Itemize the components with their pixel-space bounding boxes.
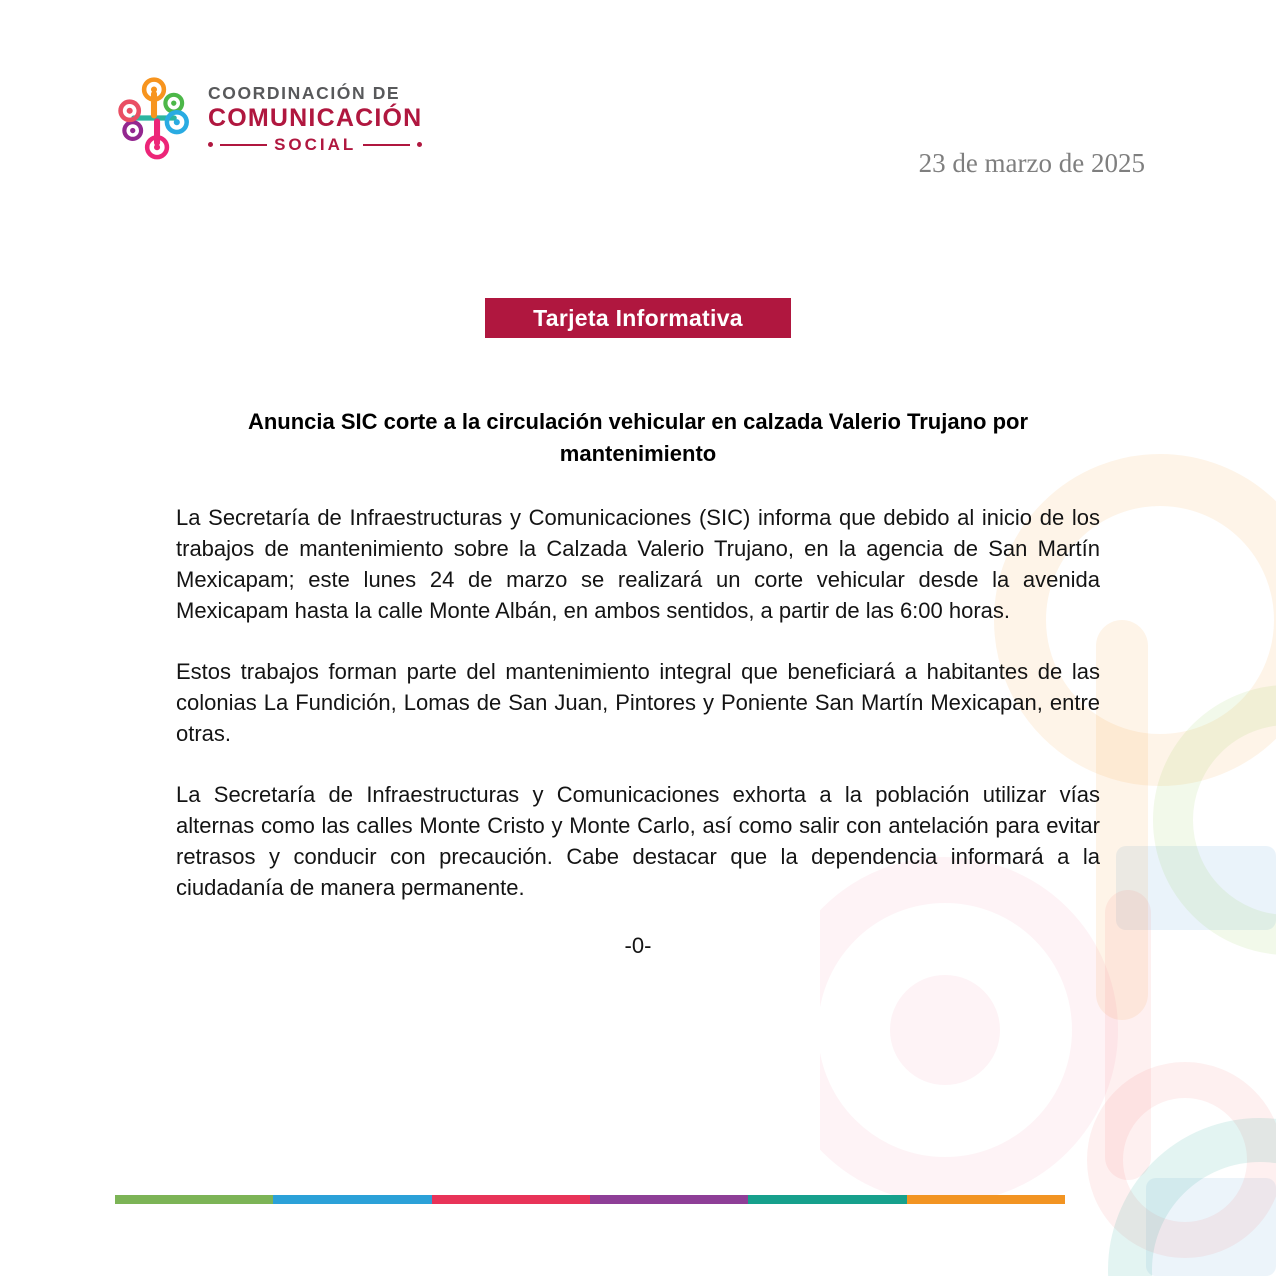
- logo-rule-dot-left: [208, 142, 213, 147]
- logo-line1: COORDINACIÓN DE: [208, 82, 401, 103]
- footer-bar-segment-purple: [590, 1195, 748, 1204]
- org-logo: [116, 72, 422, 164]
- footer-bar-segment-blue: [273, 1195, 431, 1204]
- logo-rule-right: [363, 144, 410, 146]
- article-paragraph-1: La Secretaría de Infraestructuras y Comunicaciones (SIC) informa que debido al inicio de los trabajos de mantenimiento sobre la Calzada Valerio Trujano, en la agencia de San Martín Mexicapam; este lunes 24 de marzo se realizará un corte vehicular desde la avenida Mexicapam hasta la calle Monte Albán, en ambos sentidos, a partir de las 6:00 horas.: [176, 505, 1100, 623]
- watermark-blue-tint: [1146, 1178, 1276, 1276]
- pinwheel-circles-icon: [116, 72, 192, 164]
- watermark-orange-stem: [1096, 620, 1148, 1020]
- article-title: Anuncia SIC corte a la circulación vehicular en calzada Valerio Trujano por mantenimiento: [247, 409, 1029, 466]
- watermark-blue-tint: [1116, 846, 1276, 930]
- logo-line2: COMUNICACIÓN: [208, 103, 423, 132]
- article-closing-mark: -0-: [624, 933, 652, 958]
- article-body: [176, 406, 1100, 959]
- footer-bar-segment-orange: [907, 1195, 1065, 1204]
- footer-color-bar: [115, 1195, 1065, 1204]
- banner-label: Tarjeta Informativa: [533, 304, 743, 331]
- footer-bar-segment-red: [432, 1195, 590, 1204]
- footer-bar-segment-green: [115, 1195, 273, 1204]
- org-logo-wordmark: [208, 82, 422, 155]
- watermark-teal-ring: [1130, 1140, 1276, 1276]
- logo-rule-left: [220, 144, 267, 146]
- watermark-red-stem: [1105, 890, 1151, 1180]
- footer-bar-segment-teal: [748, 1195, 906, 1204]
- watermark-red-ring: [1105, 1080, 1265, 1240]
- watermark-green-ring: [1173, 705, 1276, 935]
- document-date: 23 de marzo de 2025: [918, 148, 1145, 178]
- logo-line3-row: [208, 135, 422, 155]
- article-paragraph-3: La Secretaría de Infraestructuras y Comunicaciones exhorta a la población utilizar vías alternas como las calles Monte Cristo y Monte Carlo, así como salir con antelación para evitar retrasos y conducir con precaución. Cabe destacar que la dependencia informará a la ciudadanía de manera permanente.: [176, 782, 1100, 900]
- logo-rule-dot-right: [417, 142, 422, 147]
- logo-line3: SOCIAL: [274, 134, 357, 154]
- article-paragraph-2: Estos trabajos forman parte del mantenimiento integral que beneficiará a habitantes de las colonias La Fundición, Lomas de San Juan, Pintores y Poniente San Martín Mexicapan, entre otras.: [176, 659, 1100, 746]
- watermark-pink-dot: [890, 975, 1000, 1085]
- tarjeta-informativa-banner: [485, 298, 791, 338]
